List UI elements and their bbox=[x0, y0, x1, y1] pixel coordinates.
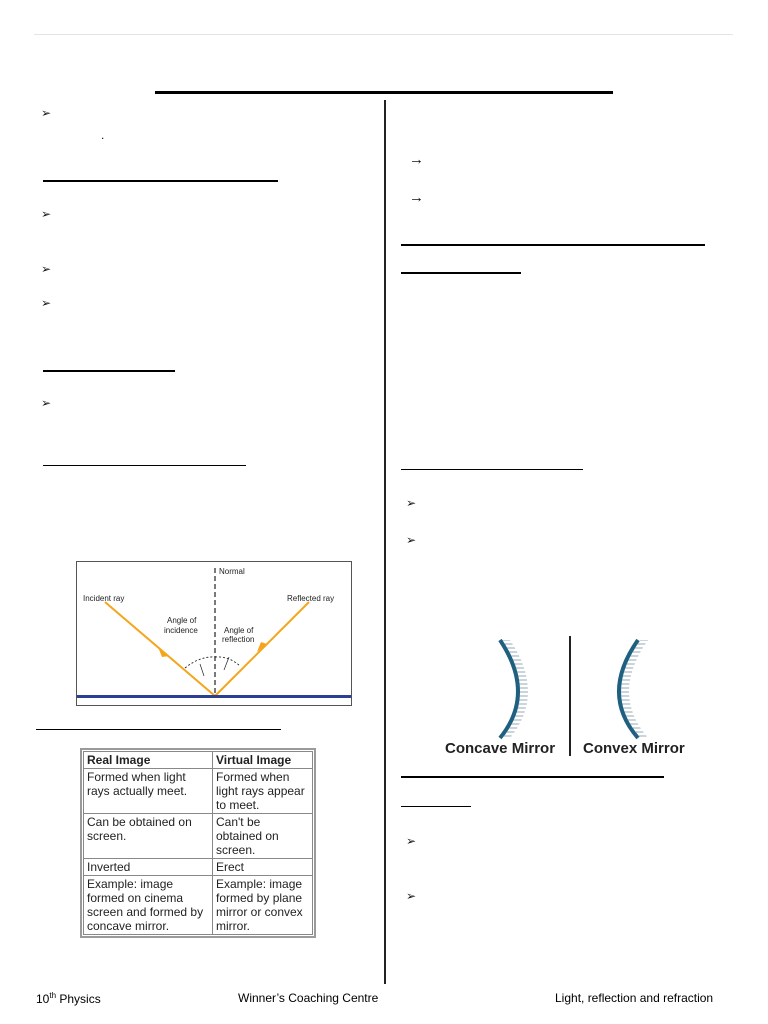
bullet-arrow-icon: ➢ bbox=[406, 834, 417, 848]
right-arrow-icon: → bbox=[409, 189, 424, 206]
header-real-image: Real Image bbox=[84, 752, 213, 769]
header-rule bbox=[34, 34, 733, 35]
bullet-arrow-icon: ➢ bbox=[41, 262, 52, 276]
footer-subject: Physics bbox=[59, 992, 101, 1006]
incidence-label-line2: incidence bbox=[164, 626, 198, 635]
title-underline bbox=[155, 91, 613, 94]
convex-mirror-label: Convex Mirror bbox=[583, 740, 685, 757]
footer-grade: 10 bbox=[36, 992, 50, 1006]
table-cell: Formed when light rays appear to meet. bbox=[213, 769, 313, 814]
concave-mirror-label: Concave Mirror bbox=[445, 740, 556, 757]
table-row bbox=[84, 769, 313, 814]
section-underline-4 bbox=[36, 729, 281, 730]
table-row bbox=[84, 814, 313, 859]
section-underline-5 bbox=[401, 244, 705, 246]
table-cell: Example: image formed by plane mirror or convex mirror. bbox=[213, 876, 313, 935]
table-cell: Can be obtained on screen. bbox=[84, 814, 213, 859]
table-cell: Example: image formed on cinema screen and formed by concave mirror. bbox=[84, 876, 213, 935]
bullet-arrow-icon: ➢ bbox=[406, 496, 417, 510]
bullet-arrow-icon: ➢ bbox=[41, 207, 52, 221]
bullet-arrow-icon: ➢ bbox=[406, 889, 417, 903]
header-virtual-image: Virtual Image bbox=[213, 752, 313, 769]
concave-mirror-hatch bbox=[502, 640, 528, 738]
stray-period: . bbox=[101, 128, 105, 142]
reflected-ray-label: Reflected ray bbox=[287, 594, 335, 603]
footer-chapter: Light, reflection and refraction bbox=[555, 991, 714, 1005]
bullet-arrow-icon: ➢ bbox=[41, 296, 52, 310]
section-underline-1 bbox=[43, 180, 278, 182]
mirror-surface bbox=[77, 695, 351, 698]
footer-grade-subject bbox=[36, 991, 101, 1006]
footer-grade-suffix: th bbox=[49, 991, 57, 1000]
incident-arrowhead bbox=[158, 647, 169, 657]
section-underline-8 bbox=[401, 776, 664, 778]
reflected-arrowhead bbox=[257, 642, 267, 652]
table-cell: Inverted bbox=[84, 859, 213, 876]
section-underline-6 bbox=[401, 272, 521, 274]
section-underline-7 bbox=[401, 469, 583, 470]
bullet-arrow-icon: ➢ bbox=[41, 106, 52, 120]
column-divider bbox=[384, 100, 386, 984]
bullet-arrow-icon: ➢ bbox=[41, 396, 52, 410]
table-cell: Can't be obtained on screen. bbox=[213, 814, 313, 859]
reflection-label-line2: reflection bbox=[222, 635, 255, 644]
incidence-arc bbox=[185, 657, 215, 668]
table-cell: Formed when light rays actually meet. bbox=[84, 769, 213, 814]
right-arrow-icon: → bbox=[409, 151, 424, 168]
section-underline-2 bbox=[43, 370, 175, 372]
reflection-label-line1: Angle of bbox=[224, 626, 254, 635]
normal-label: Normal bbox=[219, 567, 245, 576]
section-underline-3 bbox=[43, 465, 246, 466]
table-row bbox=[84, 876, 313, 935]
incident-ray-label: Incident ray bbox=[83, 594, 125, 603]
table-header-row bbox=[84, 752, 313, 769]
section-underline-9 bbox=[401, 806, 471, 807]
table-row bbox=[84, 859, 313, 876]
reflected-ray bbox=[215, 602, 309, 696]
reflection-diagram bbox=[76, 561, 352, 706]
reflection-pointer bbox=[224, 657, 229, 670]
table-cell: Erect bbox=[213, 859, 313, 876]
convex-mirror-hatch bbox=[621, 640, 648, 738]
incidence-pointer bbox=[200, 664, 204, 676]
real-virtual-image-table bbox=[83, 751, 313, 935]
incidence-label-line1: Angle of bbox=[167, 616, 197, 625]
mirror-types-figure bbox=[440, 634, 700, 760]
footer-centre: Winner’s Coaching Centre bbox=[238, 991, 379, 1005]
bullet-arrow-icon: ➢ bbox=[406, 533, 417, 547]
